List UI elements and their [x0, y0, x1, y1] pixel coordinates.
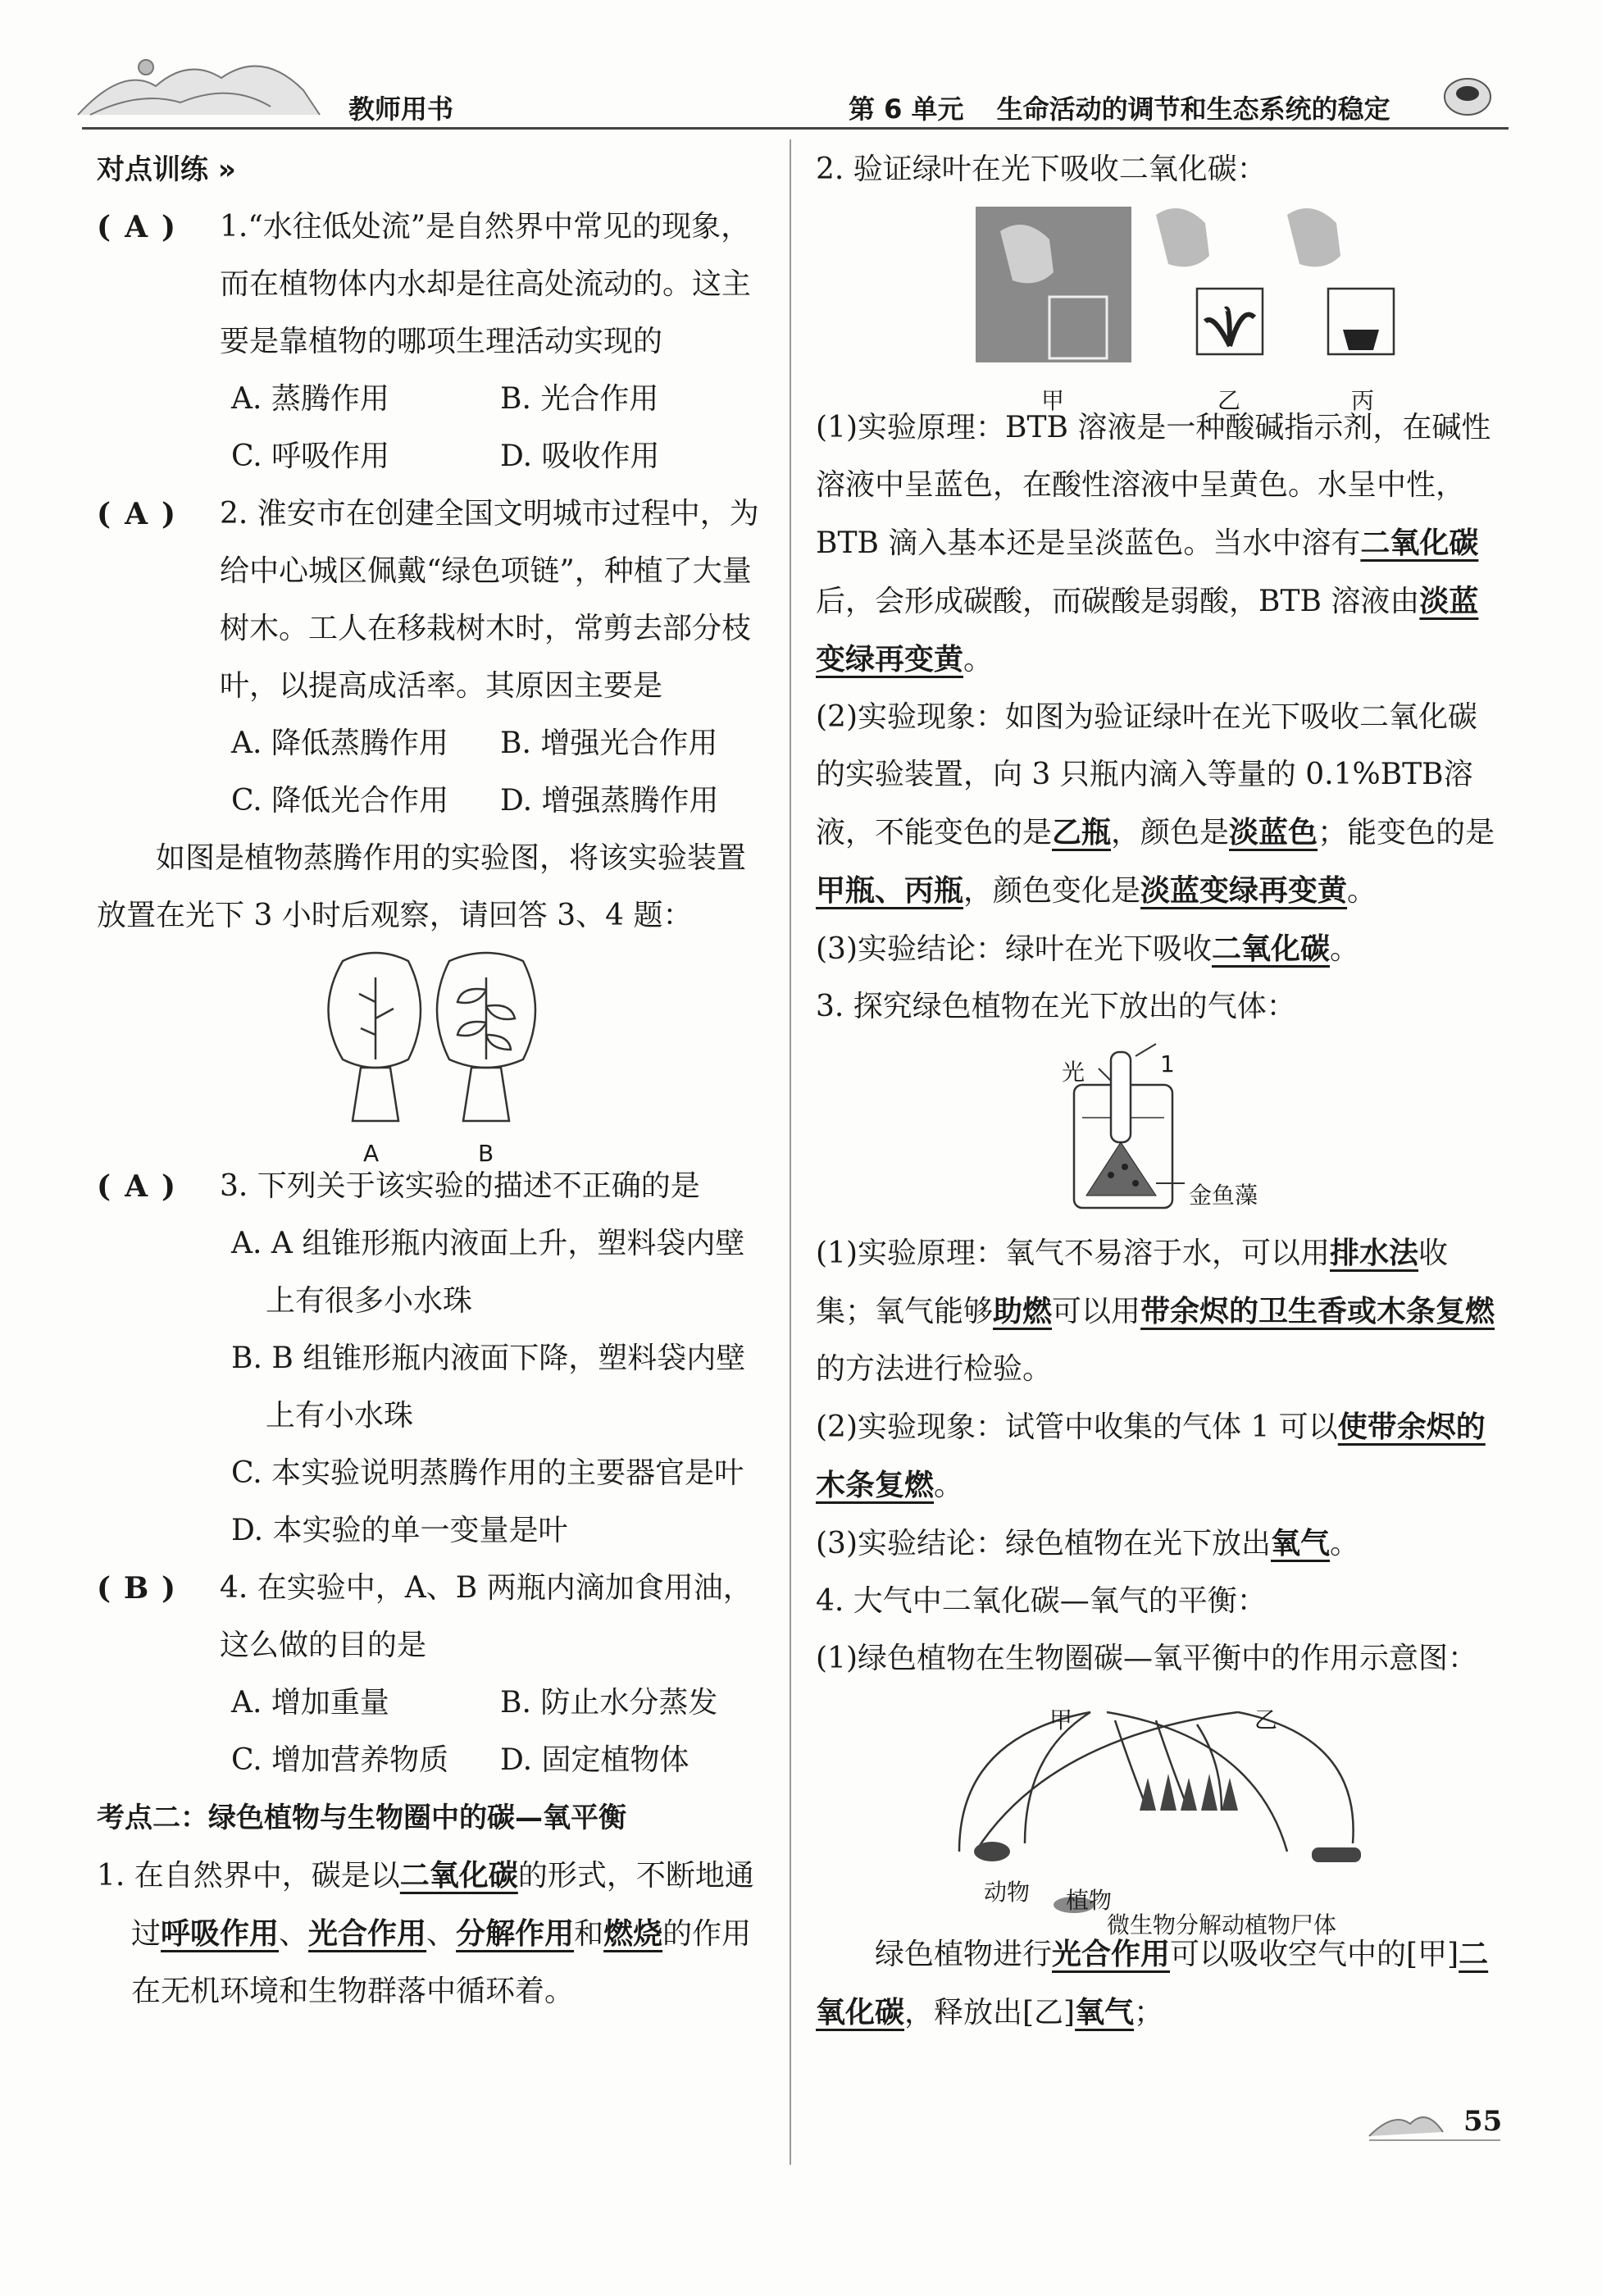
transpiration-apparatus-illustration: [310, 945, 556, 1133]
answer-4: B: [123, 1571, 149, 1606]
answer-blank: 二氧化碳: [1212, 932, 1331, 966]
item-3-phenomenon: (2)实验现象：试管中收集的气体 1 可以使带余烬的木条复燃。: [816, 1410, 1486, 1502]
answer-blank: 燃烧: [603, 1916, 663, 1951]
option: D. 吸收作用: [500, 440, 660, 473]
figure-label-plant: 金鱼藻: [1189, 1182, 1258, 1209]
unit-topic: 生命活动的调节和生态系统的稳定: [996, 93, 1390, 125]
option: B. B 组锥形瓶内液面下降，塑料袋内壁上有小水珠: [231, 1342, 746, 1433]
btb-experiment-figure: [894, 198, 1418, 414]
answer-blank: 二氧化碳: [1360, 526, 1479, 560]
diagram-label-yi: 乙: [1254, 1706, 1278, 1733]
unit-number: 第 6 单元: [849, 93, 964, 125]
item-2-conclusion: (3)实验结论：绿叶在光下吸收二氧化碳。: [816, 932, 1360, 966]
answer-2: A: [125, 497, 148, 531]
btb-apparatus-illustration: [894, 198, 1418, 371]
item-3-title: 3. 探究绿色植物在光下放出的气体：: [816, 990, 1296, 1023]
option: C. 呼吸作用: [231, 440, 390, 473]
option: B. 光合作用: [500, 382, 659, 416]
answer-blank: 氧气: [1075, 1995, 1135, 2029]
question-3: ( A ) 3. 下列关于该实验的描述不正确的是: [97, 1158, 769, 1215]
question-text: 3. 下列关于该实验的描述不正确的是: [220, 1169, 700, 1203]
diagram-label-animal: 动物: [984, 1879, 1031, 1906]
item-3-conclusion: (3)实验结论：绿色植物在光下放出氧气。: [816, 1526, 1360, 1560]
unit-title: [849, 89, 1390, 126]
answer-blank: 呼吸作用: [161, 1916, 280, 1951]
answer-1: A: [125, 210, 148, 244]
options-3: [231, 1215, 769, 1560]
question-4: ( B ) 4. 在实验中，A、B 两瓶内滴加食用油，这么做的目的是: [97, 1560, 769, 1674]
page-number: 55: [1463, 2105, 1503, 2138]
answer-blank: 光合作用: [308, 1916, 427, 1951]
figure-intro: 如图是植物蒸腾作用的实验图，将该实验装置放置在光下 3 小时后观察，请回答 3、4 题：: [97, 841, 747, 932]
item-2-phenomenon: (2)实验现象：如图为验证绿叶在光下吸收二氧化碳的实验装置，向 3 只瓶内滴入等量的 0.1%BTB溶液，不能变色的是乙瓶，颜色是淡蓝色；能变色的是甲瓶、丙瓶，颜色变化是淡蓝变绿再变黄。: [816, 700, 1495, 908]
options-1: [231, 371, 769, 485]
answer-blank: 带余烬的卫生香或木条复燃: [1140, 1294, 1495, 1328]
answer-blank: 甲瓶、丙瓶: [816, 873, 964, 908]
column-divider: [790, 139, 791, 2165]
question-text: 2. 淮安市在创建全国文明城市过程中，为给中心城区佩戴“绿色项链”，种植了大量树木。工人在移栽树木时，常剪去部分枝叶，以提高成活率。其原因主要是: [220, 497, 759, 703]
answer-blank: 分解作用: [456, 1916, 575, 1951]
mountain-landscape-icon: [78, 60, 320, 115]
answer-blank: 排水法: [1330, 1236, 1419, 1270]
options-2: [231, 715, 769, 830]
answer-blank: 淡蓝色: [1229, 815, 1318, 850]
option: C. 本实验说明蒸腾作用的主要器官是叶: [231, 1456, 744, 1490]
diagram-label-jia: 甲: [1049, 1706, 1073, 1733]
answer-blank: 二氧化碳: [399, 1858, 518, 1893]
answer-blank: 氧气: [1271, 1526, 1331, 1560]
option: D. 增强蒸腾作用: [500, 784, 719, 818]
question-2: ( A ) 2. 淮安市在创建全国文明城市过程中，为给中心城区佩戴“绿色项链”，种植了大量树木。工人在移栽树木时，常剪去部分枝叶，以提高成活率。其原因主要是: [97, 485, 769, 715]
figure-label-tube: 1: [1160, 1050, 1175, 1077]
figure-label-light: 光: [1062, 1059, 1085, 1086]
figure-label-b: B: [478, 1140, 494, 1167]
figure-label-yi: 乙: [1217, 387, 1241, 414]
answer-blank: 二氧化碳: [816, 1937, 1489, 2029]
question-text: 1.“水往低处流”是自然界中常见的现象，而在植物体内水却是往高处流动的。这主要是靠植物的哪项生理活动实现的: [220, 210, 752, 358]
option: B. 增强光合作用: [500, 727, 718, 760]
item-2-title: 2. 验证绿叶在光下吸收二氧化碳：: [816, 153, 1267, 186]
question-1: ( A ) 1.“水往低处流”是自然界中常见的现象，而在植物体内水却是往高处流动的。这主要是靠植物的哪项生理活动实现的: [97, 198, 769, 371]
option: C. 降低光合作用: [231, 784, 449, 818]
question-text: 4. 在实验中，A、B 两瓶内滴加食用油，这么做的目的是: [220, 1571, 753, 1662]
logo-icon: [1445, 79, 1490, 115]
left-column: [97, 141, 769, 2020]
answer-3: A: [125, 1169, 148, 1204]
diagram-label-plant: 植物: [1066, 1887, 1113, 1914]
carbon-oxygen-diagram: [926, 1688, 1386, 1938]
oxygen-experiment-figure: [1033, 1036, 1279, 1224]
item-4-diagram-caption: (1)绿色植物在生物圈碳—氧平衡中的作用示意图：: [816, 1642, 1477, 1675]
header-rule: [82, 127, 1509, 130]
diagram-label-microbe: 微生物分解动植物尸体: [1107, 1911, 1337, 1938]
options-4: [231, 1674, 769, 1789]
option: A. 降低蒸腾作用: [231, 727, 448, 760]
answer-blank: 淡蓝变绿再变黄: [816, 584, 1479, 676]
figure-label-a: A: [363, 1140, 380, 1167]
item-4-paragraph: 绿色植物进行光合作用可以吸收空气中的[甲]二氧化碳，释放出[乙]氧气；: [816, 1937, 1489, 2029]
transpiration-figure: [310, 945, 556, 1167]
carbon-cycle-paragraph: 1. 在自然界中，碳是以二氧化碳的形式，不断地通过呼吸作用、光合作用、分解作用和燃烧的作用在无机环境和生物群落中循环着。: [97, 1858, 754, 2008]
answer-blank: 助燃: [993, 1294, 1053, 1328]
item-3-principle: (1)实验原理：氧气不易溶于水，可以用排水法收集；氧气能够助燃可以用带余烬的卫生香或木条复燃的方法进行检验。: [816, 1236, 1495, 1386]
item-4-title: 4. 大气中二氧化碳—氧气的平衡：: [816, 1584, 1267, 1618]
option: D. 本实验的单一变量是叶: [231, 1514, 568, 1547]
answer-blank: 淡蓝变绿再变黄: [1140, 873, 1348, 908]
option: D. 固定植物体: [500, 1743, 689, 1777]
double-chevron-icon: »: [217, 153, 236, 186]
option: C. 增加营养物质: [231, 1743, 449, 1777]
section-title: 对点训练 »: [97, 153, 236, 186]
option: A. 增加重量: [231, 1686, 389, 1720]
option: A. A 组锥形瓶内液面上升，塑料袋内壁上有很多小水珠: [231, 1227, 745, 1318]
answer-blank: 使带余烬的木条复燃: [816, 1410, 1486, 1502]
right-column: [816, 141, 1496, 2042]
figure-label-bing: 丙: [1351, 387, 1375, 414]
answer-blank: 乙瓶: [1052, 815, 1112, 850]
item-2-principle: (1)实验原理：BTB 溶液是一种酸碱指示剂，在碱性溶液中呈蓝色，在酸性溶液中呈黄色。水呈中性，BTB 滴入基本还是呈淡蓝色。当水中溶有二氧化碳后，会形成碳酸，而碳酸是弱酸，BTB 溶液由淡蓝变绿再变黄。: [816, 411, 1491, 676]
option: A. 蒸腾作用: [231, 382, 389, 416]
answer-blank: 光合作用: [1052, 1937, 1171, 1971]
book-label: 教师用书: [348, 93, 454, 125]
section-2-title: 考点二：绿色植物与生物圈中的碳—氧平衡: [97, 1802, 626, 1834]
option: B. 防止水分蒸发: [500, 1686, 718, 1720]
figure-label-jia: 甲: [1041, 387, 1065, 414]
